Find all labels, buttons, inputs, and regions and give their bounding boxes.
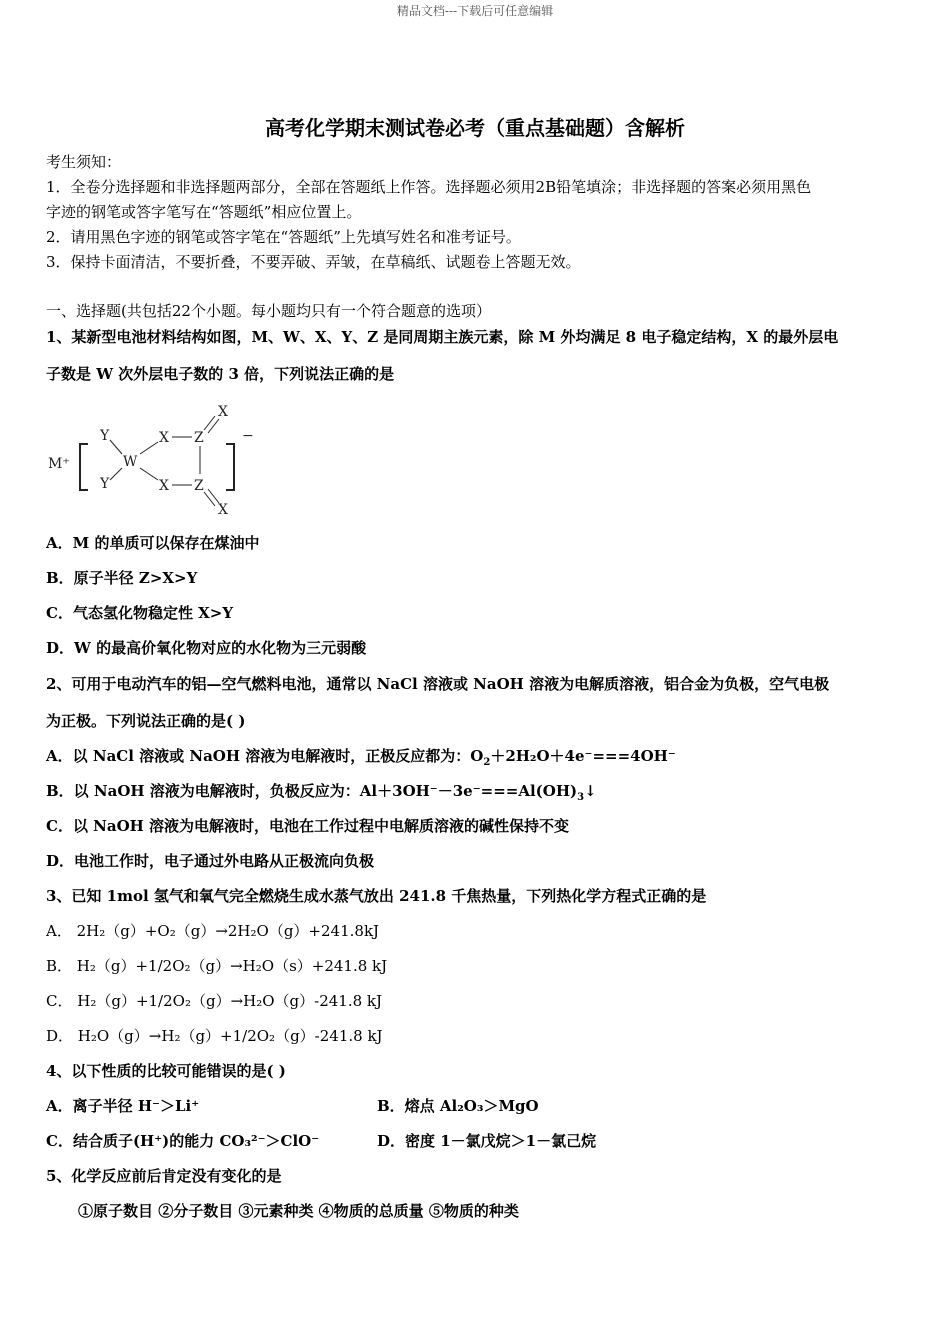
diagram-w: W bbox=[123, 454, 138, 470]
notice-item-3: 3．保持卡面清洁，不要折叠，不要弄破、弄皱，在草稿纸、试题卷上答题无效。 bbox=[46, 253, 581, 271]
diagram-z-bottom: Z bbox=[194, 478, 204, 494]
q3-option-a: A． 2H₂（g）+O₂（g）→2H₂O（g）+241.8kJ bbox=[46, 922, 380, 940]
q1-option-b: B．原子半径 Z>X>Y bbox=[46, 569, 198, 587]
q2-option-a-post: ＋2H₂O＋4e⁻===4OH⁻ bbox=[490, 747, 676, 765]
diagram-y-top: Y bbox=[100, 428, 110, 444]
q3-option-c: C． H₂（g）+1/2O₂（g）→H₂O（g）-241.8 kJ bbox=[46, 992, 383, 1010]
notice-heading: 考生须知： bbox=[46, 153, 122, 171]
q4-stem: 4、以下性质的比较可能错误的是( ) bbox=[46, 1062, 286, 1080]
notice-item-1-line2: 字迹的钢笔或答字笔写在“答题纸”相应位置上。 bbox=[46, 203, 362, 221]
notice-item-1-line1: 1．全卷分选择题和非选择题两部分，全部在答题纸上作答。选择题必须用2B铅笔填涂；非选择题的答案必须用黑色 bbox=[46, 178, 812, 196]
notice-item-2: 2．请用黑色字迹的钢笔或答字笔在“答题纸”上先填写姓名和准考证号。 bbox=[46, 228, 521, 246]
diagram-x-top-double: X bbox=[218, 404, 228, 420]
q2-option-a-pre: A．以 NaCl 溶液或 NaOH 溶液为电解液时，正极反应都为：O bbox=[46, 747, 484, 765]
q4-option-c: C．结合质子(H⁺)的能力 CO₃²⁻＞ClO⁻ bbox=[46, 1132, 320, 1150]
diagram-x-bottom-double: X bbox=[218, 502, 228, 518]
diagram-x-top: X bbox=[159, 430, 169, 446]
q3-option-b: B． H₂（g）+1/2O₂（g）→H₂O（s）+241.8 kJ bbox=[46, 957, 388, 975]
q2-stem-line1: 2、可用于电动汽车的铝—空气燃料电池，通常以 NaCl 溶液或 NaOH 溶液为电解质溶液，铝合金为负极，空气电极 bbox=[46, 675, 830, 693]
q1-option-a: A．M 的单质可以保存在煤油中 bbox=[46, 534, 260, 552]
diagram-m-label: M⁺ bbox=[48, 456, 70, 472]
q4-option-a: A．离子半径 H⁻＞Li⁺ bbox=[46, 1097, 200, 1115]
q3-option-d: D． H₂O（g）→H₂（g）+1/2O₂（g）-241.8 kJ bbox=[46, 1027, 383, 1045]
q5-stem: 5、化学反应前后肯定没有变化的是 bbox=[46, 1167, 282, 1185]
diagram-y-bottom: Y bbox=[100, 476, 110, 492]
q4-option-d: D．密度 1－氯戊烷＞1－氯己烷 bbox=[377, 1132, 597, 1150]
diagram-charge: − bbox=[242, 428, 254, 444]
page-title: 高考化学期末测试卷必考（重点基础题）含解析 bbox=[265, 116, 685, 140]
structure-diagram bbox=[46, 402, 266, 518]
q5-items: ①原子数目 ②分子数目 ③元素种类 ④物质的总质量 ⑤物质的种类 bbox=[78, 1202, 519, 1220]
diagram-z-top: Z bbox=[194, 430, 204, 446]
q1-stem-line2: 子数是 W 次外层电子数的 3 倍，下列说法正确的是 bbox=[46, 365, 395, 383]
q2-option-b-sub: 3 bbox=[577, 792, 585, 803]
q3-stem: 3、已知 1mol 氢气和氧气完全燃烧生成水蒸气放出 241.8 千焦热量，下列热化学方程式正确的是 bbox=[46, 887, 707, 905]
q2-option-d: D．电池工作时，电子通过外电路从正极流向负极 bbox=[46, 852, 375, 870]
q2-option-a bbox=[46, 746, 676, 766]
section-heading: 一、选择题(共包括22个小题。每小题均只有一个符合题意的选项） bbox=[46, 302, 491, 320]
q1-stem-line1: 1、某新型电池材料结构如图，M、W、X、Y、Z 是同周期主族元素，除 M 外均满足 8 电子稳定结构，X 的最外层电 bbox=[46, 328, 839, 346]
q1-option-c: C．气态氢化物稳定性 X>Y bbox=[46, 604, 234, 622]
q2-option-b bbox=[46, 781, 597, 801]
q4-option-b: B．熔点 Al₂O₃＞MgO bbox=[377, 1097, 539, 1115]
q1-option-d: D．W 的最高价氧化物对应的水化物为三元弱酸 bbox=[46, 639, 367, 657]
q2-option-b-post: ↓ bbox=[584, 782, 597, 800]
q2-option-a-sub: 2 bbox=[483, 757, 491, 768]
q2-option-c: C．以 NaOH 溶液为电解液时，电池在工作过程中电解质溶液的碱性保持不变 bbox=[46, 817, 570, 835]
diagram-x-bottom: X bbox=[159, 478, 169, 494]
header-note: 精品文档---下载后可任意编辑 bbox=[396, 4, 554, 18]
q2-stem-line2: 为正极。下列说法正确的是( ) bbox=[46, 712, 246, 730]
q2-option-b-pre: B．以 NaOH 溶液为电解液时，负极反应为：Al＋3OH⁻－3e⁻===Al(OH) bbox=[46, 782, 578, 800]
